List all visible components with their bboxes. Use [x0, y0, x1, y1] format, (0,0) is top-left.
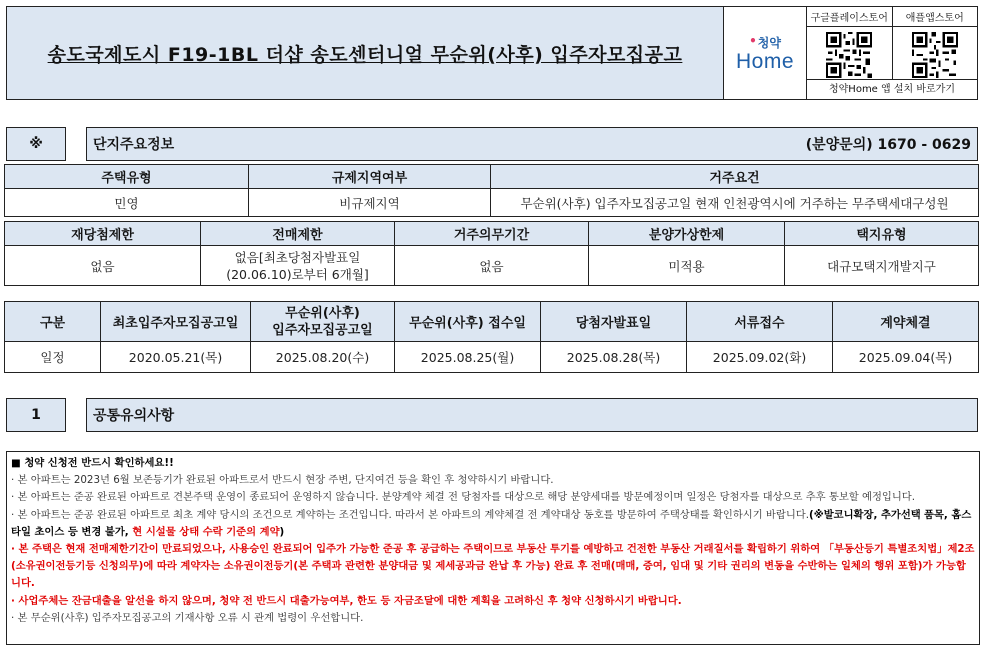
qr-area — [807, 7, 977, 99]
section-info-bar — [6, 127, 978, 161]
notice-emphasis: ) — [279, 525, 285, 538]
value-rewin-limit: 없음 — [5, 246, 201, 286]
notice-item-text: · 본 아파트는 준공 완료된 아파트로 최초 계약 당시의 조건으로 계약하는 조건입니다. 따라서 본 아파트의 계약체결 전 계약대상 동호를 방문하여 주택상태를 확인하시기 바랍니다. — [11, 508, 809, 521]
page-title: 송도국제도시 F19-1BL 더샵 송도센터니얼 무순위(사후) 입주자모집공고 — [47, 43, 683, 66]
schedule-header-documents: 서류접수 — [687, 302, 833, 342]
info2-value-row — [5, 246, 979, 286]
qr-code-icon[interactable] — [826, 32, 872, 78]
app-install-link[interactable]: 청약Home 앱 설치 바로가기 — [807, 79, 977, 99]
schedule-winner-date: 2025.08.28(목) — [541, 342, 687, 373]
section-mark: ※ — [6, 127, 66, 161]
notice-item: · 본 무순위(사후) 입주자모집공고의 기재사항 오류 시 관계 법령이 우선합니다. — [11, 611, 364, 624]
schedule-first-notice-date: 2020.05.21(목) — [101, 342, 251, 373]
logo-top-text: 청약 — [757, 36, 781, 50]
qr-google-play[interactable] — [807, 7, 893, 79]
schedule-value-row — [5, 342, 979, 373]
notice-emphasis: 품목, 홈스타일 초이스 등 변경 불가, — [11, 508, 972, 538]
section-common-bar — [6, 398, 978, 432]
schedule-header-random-notice — [251, 302, 395, 342]
schedule-table — [4, 301, 979, 373]
notice-box — [6, 451, 980, 645]
notice-warning: 현 시설물 상태 수락 기준의 계약 — [128, 525, 280, 538]
qr-code-icon[interactable] — [912, 32, 958, 78]
logo-top — [749, 34, 781, 51]
value-housing-type: 민영 — [5, 189, 249, 217]
qr-google-label: 구글플레이스토어 — [807, 7, 892, 27]
header-resale-limit: 전매제한 — [201, 222, 395, 246]
value-price-cap: 미적용 — [589, 246, 785, 286]
schedule-header-random-line2: 입주자모집공고일 — [272, 322, 373, 338]
page-header — [6, 6, 978, 100]
notice-item-contract-condition — [11, 507, 975, 541]
info-table-1 — [4, 164, 979, 217]
sales-contact: (분양문의) 1670 - 0629 — [805, 137, 971, 153]
header-rewin-limit: 재당첨제한 — [5, 222, 201, 246]
schedule-header-contract: 계약체결 — [833, 302, 979, 342]
info-table-2 — [4, 221, 979, 286]
header-residence-period: 거주의무기간 — [395, 222, 589, 246]
value-resale-limit-line2: (20.06.10)로부터 6개월] — [226, 266, 369, 282]
value-residence-req: 무순위(사후) 입주자모집공고일 현재 인천광역시에 거주하는 무주택세대구성원 — [491, 189, 979, 217]
value-resale-limit-line1: 없음[최초당첨자발표일 — [234, 249, 361, 265]
header-land-type: 택지유형 — [785, 222, 979, 246]
cheongyak-home-logo[interactable] — [724, 7, 807, 99]
info2-header-row — [5, 222, 979, 246]
logo-home-text: Home — [735, 50, 795, 73]
schedule-contract-date: 2025.09.04(목) — [833, 342, 979, 373]
info-value-row — [5, 189, 979, 217]
schedule-documents-date: 2025.09.02(화) — [687, 342, 833, 373]
qr-apple-label: 애플앱스토어 — [893, 7, 978, 27]
info-header-row — [5, 165, 979, 189]
qr-app-store[interactable] — [893, 7, 978, 79]
logo-dot-icon: • — [749, 34, 757, 48]
header-regulation: 규제지역여부 — [249, 165, 491, 189]
schedule-header-first-notice: 최초입주자모집공고일 — [101, 302, 251, 342]
header-residence-req: 거주요건 — [491, 165, 979, 189]
value-resale-limit — [201, 246, 395, 286]
header-housing-type: 주택유형 — [5, 165, 249, 189]
schedule-application-date: 2025.08.25(월) — [395, 342, 541, 373]
schedule-row-label: 일정 — [5, 342, 101, 373]
header-price-cap: 분양가상한제 — [589, 222, 785, 246]
notice-emphasis: (※발코니확장, 추가선택 — [809, 508, 921, 521]
notice-heading: ■ 청약 신청전 반드시 확인하세요!! — [11, 457, 174, 469]
notice-resale-warning: · 본 주택은 현재 전매제한기간이 만료되었으나, 사용승인 완료되어 입주가 가능한 준공 후 공급하는 주택이므로 부동산 투기를 예방하고 건전한 부동산 거래질서를 확립하기 위하여 「부동산등기 특별조치법」제2조(소유권이전등기등 신청의무)에 따라 계약자는 소유권이전등기(본 주택과 관련한 분양대금 및 제세공과금 완납 후 가능) 완료 후 전매(매매, 증여, 임대 및 기타 권리의 변동을 수반하는 일체의 행위 포함)가 가능합니다. — [11, 543, 975, 590]
value-regulation: 비규제지역 — [249, 189, 491, 217]
notice-item: · 본 아파트는 준공 완료된 아파트로 견본주택 운영이 종료되어 운영하지 않습니다. 분양계약 체결 전 당첨자를 대상으로 해당 분양세대를 방문예정이며 일정은 당첨자를 대상으로 추후 통보할 예정입니다. — [11, 491, 916, 504]
schedule-header-category: 구분 — [5, 302, 101, 342]
section-common-title-box — [86, 398, 978, 432]
section-number: 1 — [6, 398, 66, 432]
schedule-header-winner: 당첨자발표일 — [541, 302, 687, 342]
schedule-random-notice-date: 2025.08.20(수) — [251, 342, 395, 373]
notice-loan-warning: · 사업주체는 잔금대출을 알선을 하지 않으며, 청약 전 반드시 대출가능여부, 한도 등 자금조달에 대한 계획을 고려하신 후 청약 신청하시기 바랍니다. — [11, 594, 682, 607]
title-box — [7, 7, 724, 99]
schedule-header-application: 무순위(사후) 접수일 — [395, 302, 541, 342]
value-residence-period: 없음 — [395, 246, 589, 286]
section-info-title: 단지주요정보 — [93, 137, 175, 153]
schedule-header-row — [5, 302, 979, 342]
schedule-header-random-line1: 무순위(사후) — [285, 305, 360, 321]
section-common-title: 공통유의사항 — [93, 408, 175, 424]
value-land-type: 대규모택지개발지구 — [785, 246, 979, 286]
section-info-title-box — [86, 127, 978, 161]
notice-item: · 본 아파트는 2023년 6월 보존등기가 완료된 아파트로서 반드시 현장 주변, 단지여건 등을 확인 후 청약하시기 바랍니다. — [11, 474, 554, 487]
qr-row — [807, 7, 977, 79]
